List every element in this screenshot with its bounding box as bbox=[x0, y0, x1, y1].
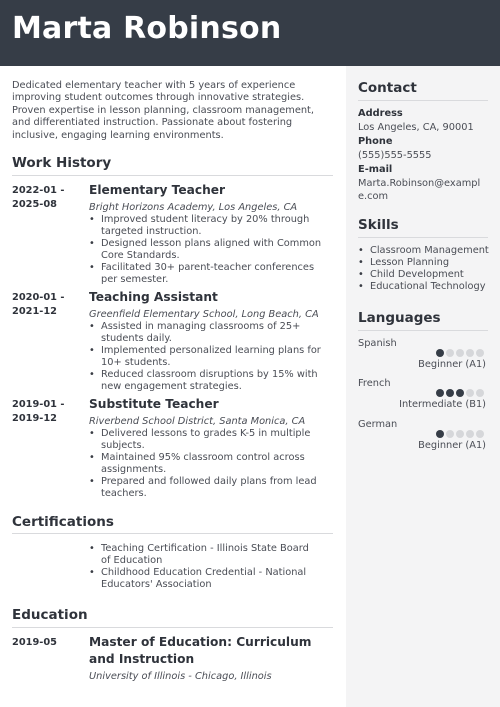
job-content bbox=[89, 289, 333, 393]
job-bullet: • Delivered lessons to grades K-5 in multiple subjects. bbox=[89, 428, 333, 452]
education-school: University of Illinois - Chicago, Illinois bbox=[89, 671, 272, 682]
certification-item: • Childhood Education Credential - National Educators' Association bbox=[89, 567, 319, 591]
rating-dot-empty bbox=[466, 389, 474, 397]
address-value: Los Angeles, CA, 90001 bbox=[358, 122, 474, 133]
skill-item: • Lesson Planning bbox=[358, 257, 493, 269]
job-start-date: 2019-01 - bbox=[12, 399, 65, 410]
skills-heading: Skills bbox=[358, 217, 399, 233]
job-end-date: 2025-08 bbox=[12, 199, 57, 210]
rating-dot-empty bbox=[466, 349, 474, 357]
rating-dot-empty bbox=[446, 430, 454, 438]
job-end-date: 2021-12 bbox=[12, 306, 57, 317]
phone-value: (555)555-5555 bbox=[358, 150, 432, 161]
job-organization: Riverbend School District, Santa Monica, CA bbox=[89, 416, 306, 427]
phone-label: Phone bbox=[358, 136, 393, 147]
rating-dot-empty bbox=[446, 349, 454, 357]
job-bullet: • Improved student literacy by 20% through targeted instruction. bbox=[89, 214, 333, 238]
resume-header bbox=[0, 0, 500, 66]
education-date: 2019-05 bbox=[12, 637, 57, 648]
rating-dot-empty bbox=[456, 430, 464, 438]
job-organization: Bright Horizons Academy, Los Angeles, CA bbox=[89, 202, 298, 213]
job-bullet: • Maintained 95% classroom control across assignments. bbox=[89, 452, 333, 476]
email-value[interactable]: Marta.Robinson@example.com bbox=[358, 178, 481, 202]
rating-dot-empty bbox=[476, 349, 484, 357]
work-history-divider bbox=[12, 175, 333, 176]
job-bullet: • Implemented personalized learning plans for 10+ students. bbox=[89, 345, 333, 369]
job-dates bbox=[12, 184, 82, 212]
language-level: Intermediate (B1) bbox=[399, 399, 486, 410]
contact-divider bbox=[358, 100, 488, 101]
certifications-heading: Certifications bbox=[12, 514, 114, 530]
education-divider bbox=[12, 627, 333, 628]
job-bullet: • Reduced classroom disruptions by 15% with new engagement strategies. bbox=[89, 369, 333, 393]
rating-dot-filled bbox=[436, 389, 444, 397]
certifications-divider bbox=[12, 533, 333, 534]
rating-dot-empty bbox=[456, 349, 464, 357]
job-bullet: • Assisted in managing classrooms of 25+ students daily. bbox=[89, 321, 333, 345]
job-end-date: 2019-12 bbox=[12, 413, 57, 424]
language-rating bbox=[436, 349, 486, 358]
job-content bbox=[89, 396, 333, 500]
job-bullet: • Prepared and followed daily plans from lead teachers. bbox=[89, 476, 333, 500]
job-start-date: 2020-01 - bbox=[12, 292, 65, 303]
professional-summary: Dedicated elementary teacher with 5 years of experience improving student outcomes through innovative strategies. Proven expertise in lesson planning, classroom management, and differentiated instruction. Passionate about fostering inclusive, engaging learning environments. bbox=[12, 80, 315, 141]
education-heading: Education bbox=[12, 607, 88, 623]
job-title: Teaching Assistant bbox=[89, 290, 218, 304]
language-level: Beginner (A1) bbox=[418, 359, 486, 370]
language-rating bbox=[436, 430, 486, 439]
job-organization: Greenfield Elementary School, Long Beach, CA bbox=[89, 309, 319, 320]
skill-item: • Educational Technology bbox=[358, 281, 493, 293]
job-bullets bbox=[89, 428, 333, 500]
education-content bbox=[89, 634, 333, 683]
language-name: French bbox=[358, 378, 391, 389]
rating-dot-filled bbox=[436, 349, 444, 357]
email-label: E-mail bbox=[358, 164, 393, 175]
candidate-name: Marta Robinson bbox=[12, 11, 282, 46]
skill-item: • Child Development bbox=[358, 269, 493, 281]
job-content bbox=[89, 182, 333, 286]
job-bullets bbox=[89, 321, 333, 393]
education-degree: Master of Education: Curriculum and Instruction bbox=[89, 635, 312, 666]
language-level: Beginner (A1) bbox=[418, 440, 486, 451]
certification-item: • Teaching Certification - Illinois State Board of Education bbox=[89, 543, 319, 567]
job-title: Elementary Teacher bbox=[89, 183, 226, 197]
job-start-date: 2022-01 - bbox=[12, 185, 65, 196]
job-title: Substitute Teacher bbox=[89, 397, 219, 411]
language-name: German bbox=[358, 419, 398, 430]
rating-dot-filled bbox=[446, 389, 454, 397]
job-dates bbox=[12, 398, 82, 426]
rating-dot-filled bbox=[456, 389, 464, 397]
job-bullet: • Designed lesson plans aligned with Common Core Standards. bbox=[89, 238, 333, 262]
rating-dot-empty bbox=[476, 430, 484, 438]
languages-divider bbox=[358, 330, 488, 331]
sidebar bbox=[346, 66, 500, 707]
address-label: Address bbox=[358, 108, 403, 119]
contact-heading: Contact bbox=[358, 80, 417, 96]
job-bullets bbox=[89, 214, 333, 286]
certifications-list bbox=[89, 543, 319, 591]
skills-divider bbox=[358, 237, 488, 238]
rating-dot-filled bbox=[436, 430, 444, 438]
skill-item: • Classroom Management bbox=[358, 245, 493, 257]
job-bullet: • Facilitated 30+ parent-teacher conferences per semester. bbox=[89, 262, 333, 286]
language-rating bbox=[436, 389, 486, 398]
work-history-heading: Work History bbox=[12, 155, 112, 171]
skills-list bbox=[358, 245, 493, 293]
rating-dot-empty bbox=[466, 430, 474, 438]
languages-heading: Languages bbox=[358, 310, 441, 326]
job-dates bbox=[12, 291, 82, 319]
language-name: Spanish bbox=[358, 338, 397, 349]
rating-dot-empty bbox=[476, 389, 484, 397]
